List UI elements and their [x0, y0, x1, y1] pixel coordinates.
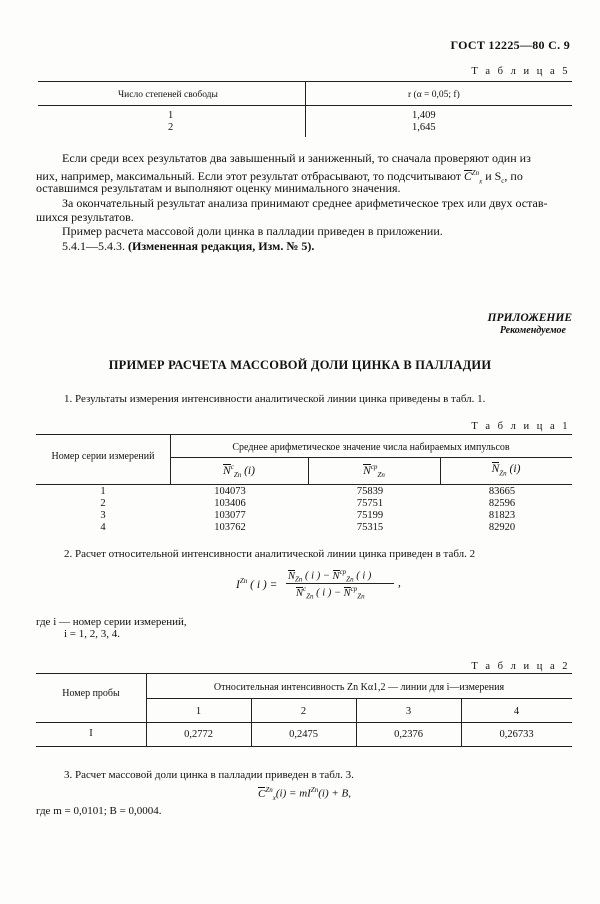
- para2-line2: шихся результатов.: [36, 210, 134, 224]
- table2-col1-header: Номер пробы: [62, 688, 120, 699]
- para1-line3: оставшимся результатам и выполняют оценку минимального значения.: [36, 181, 401, 195]
- table1-row2-c: 103406: [214, 498, 246, 509]
- formula-mass-fraction: $C^{Zn}_x(i) = mI^{Zn}(i) + B$,: [258, 786, 352, 802]
- table1-top-rule: [36, 434, 572, 435]
- item1: 1. Результаты измерения интенсивности аналитической линии цинка приведены в табл. 1.: [64, 393, 486, 405]
- table1-col1-header: Номер серии измерений: [51, 451, 155, 462]
- table5-caption: Т а б л и ц а 5: [471, 66, 570, 77]
- formula1-denominator: $N^c_{Zn}$ ( i ) − $N^{cp}_{Zn}$: [296, 585, 365, 601]
- table2-sub-header-1: 1: [195, 706, 202, 717]
- para1-line2-mid: и S: [485, 168, 502, 183]
- table2-header-rule: [36, 722, 572, 723]
- appendix-title: ПРИМЕР РАСЧЕТА МАССОВОЙ ДОЛИ ЦИНКА В ПАЛЛАДИИ: [108, 358, 492, 372]
- para4: [62, 239, 314, 254]
- para4-ref: 5.4.1—5.4.3.: [62, 239, 125, 253]
- where-line2: i = 1, 2, 3, 4.: [64, 628, 121, 640]
- item3: 3. Расчет массовой доли цинка в палладии приведен в табл. 3.: [64, 769, 354, 781]
- table1-row3-zn: 81823: [488, 510, 516, 521]
- table1-sub-header-3: $N_{Zn}$ (i): [491, 463, 521, 478]
- appendix-label: ПРИЛОЖЕНИЕ: [487, 312, 572, 324]
- table2-row1-v1: 0,2772: [184, 729, 213, 740]
- table1-row1-n: 1: [100, 486, 106, 497]
- table1-group-rule: [170, 457, 572, 458]
- where-line3: где m = 0,0101; B = 0,0004.: [36, 805, 162, 817]
- table1-row2-n: 2: [100, 498, 106, 509]
- table2-caption: Т а б л и ц а 2: [471, 661, 570, 672]
- para2-line1: За окончательный результат анализа принимают среднее арифметическое трех или двух остав-: [62, 196, 548, 210]
- table2-sub-header-3: 3: [405, 706, 412, 717]
- formula1-fraction-bar: [286, 583, 394, 584]
- formula-relative-intensity: [236, 568, 406, 602]
- table5-row2-r: 1,645: [412, 122, 436, 133]
- table2-sub-header-4: 4: [513, 706, 520, 717]
- table1-row2-zn: 82596: [488, 498, 516, 509]
- table1-row4-c: 103762: [214, 522, 246, 533]
- table1-row3-n: 3: [100, 510, 106, 521]
- table1-sub-header-1: $N^c_{Zn}$ (i): [223, 463, 255, 480]
- formula1-lhs: $I^{Zn}$ ( i ) =: [236, 577, 278, 591]
- table1-row1-c: 104073: [214, 486, 246, 497]
- table1-row3-c: 103077: [214, 510, 246, 521]
- table5-row1-r: 1,409: [412, 110, 436, 121]
- c-x-zn-symbol: [464, 169, 483, 186]
- table2-row1-v2: 0,2475: [289, 729, 318, 740]
- para1-line1: Если среди всех результатов два завышенный и заниженный, то сначала проверяют один из: [62, 151, 531, 165]
- table1-sub-header-2: $N^{cp}_{Zn}$: [363, 463, 385, 480]
- table1-caption: Т а б л и ц а 1: [471, 421, 570, 432]
- formula1-numerator: $N_{Zn}$ ( i ) − $N^{cp}_{Zn}$ ( i ): [288, 568, 372, 584]
- page-header: ГОСТ 12225—80 С. 9: [450, 38, 570, 52]
- formula1-tail: ,: [398, 577, 401, 589]
- table5-row2-df: 2: [168, 122, 174, 133]
- c-sup: Zn: [471, 169, 480, 177]
- c-symbol: C: [464, 170, 472, 183]
- table1-row2-cp: 75751: [356, 498, 384, 509]
- table1-row4-zn: 82920: [488, 522, 516, 533]
- table5-col-divider: [305, 81, 306, 137]
- item2: 2. Расчет относительной интенсивности аналитической линии цинка приведен в табл. 2: [64, 548, 476, 560]
- table1-header-rule: [36, 484, 572, 485]
- table1-group-header: Среднее арифметическое значение числа набираемых импульсов: [232, 442, 510, 453]
- table1-row4-cp: 75315: [356, 522, 384, 533]
- where-line1: где i — номер серии измерений,: [36, 616, 187, 628]
- table2-top-rule: [36, 673, 572, 674]
- table2-row1-v3: 0,2376: [394, 729, 423, 740]
- para1-line2-text: них, например, максимальный. Если этот результат отбрасывают, то подсчитывают: [36, 168, 461, 183]
- para3: Пример расчета массовой доли цинка в палладии приведен в приложении.: [62, 224, 443, 238]
- table5-col1-header: Число степеней свободы: [118, 90, 218, 100]
- para1-line2-end: , по: [504, 168, 523, 183]
- table5-row1-df: 1: [168, 110, 174, 121]
- table1-row1-cp: 75839: [356, 486, 384, 497]
- c-sub: x: [479, 177, 483, 186]
- table2-bottom-rule: [36, 746, 572, 747]
- table2-sub-header-2: 2: [300, 706, 307, 717]
- s-sub: c: [501, 177, 505, 186]
- table1-row1-zn: 83665: [488, 486, 516, 497]
- table2-row1-sample: I: [89, 728, 93, 739]
- table2-row1-v4: 0,26733: [499, 729, 534, 740]
- appendix-sub: Рекомендуемое: [499, 325, 566, 336]
- para4-amendment: (Измененная редакция, Изм. № 5).: [128, 239, 315, 253]
- table2-group-header: Относительная интенсивность Zn Kα1,2 — линии для i—измерения: [213, 682, 505, 693]
- table2-group-rule: [146, 698, 572, 699]
- table1-row3-cp: 75199: [356, 510, 384, 521]
- table1-row4-n: 4: [100, 522, 106, 533]
- table5-col2-header: r (α = 0,05; f): [408, 90, 460, 100]
